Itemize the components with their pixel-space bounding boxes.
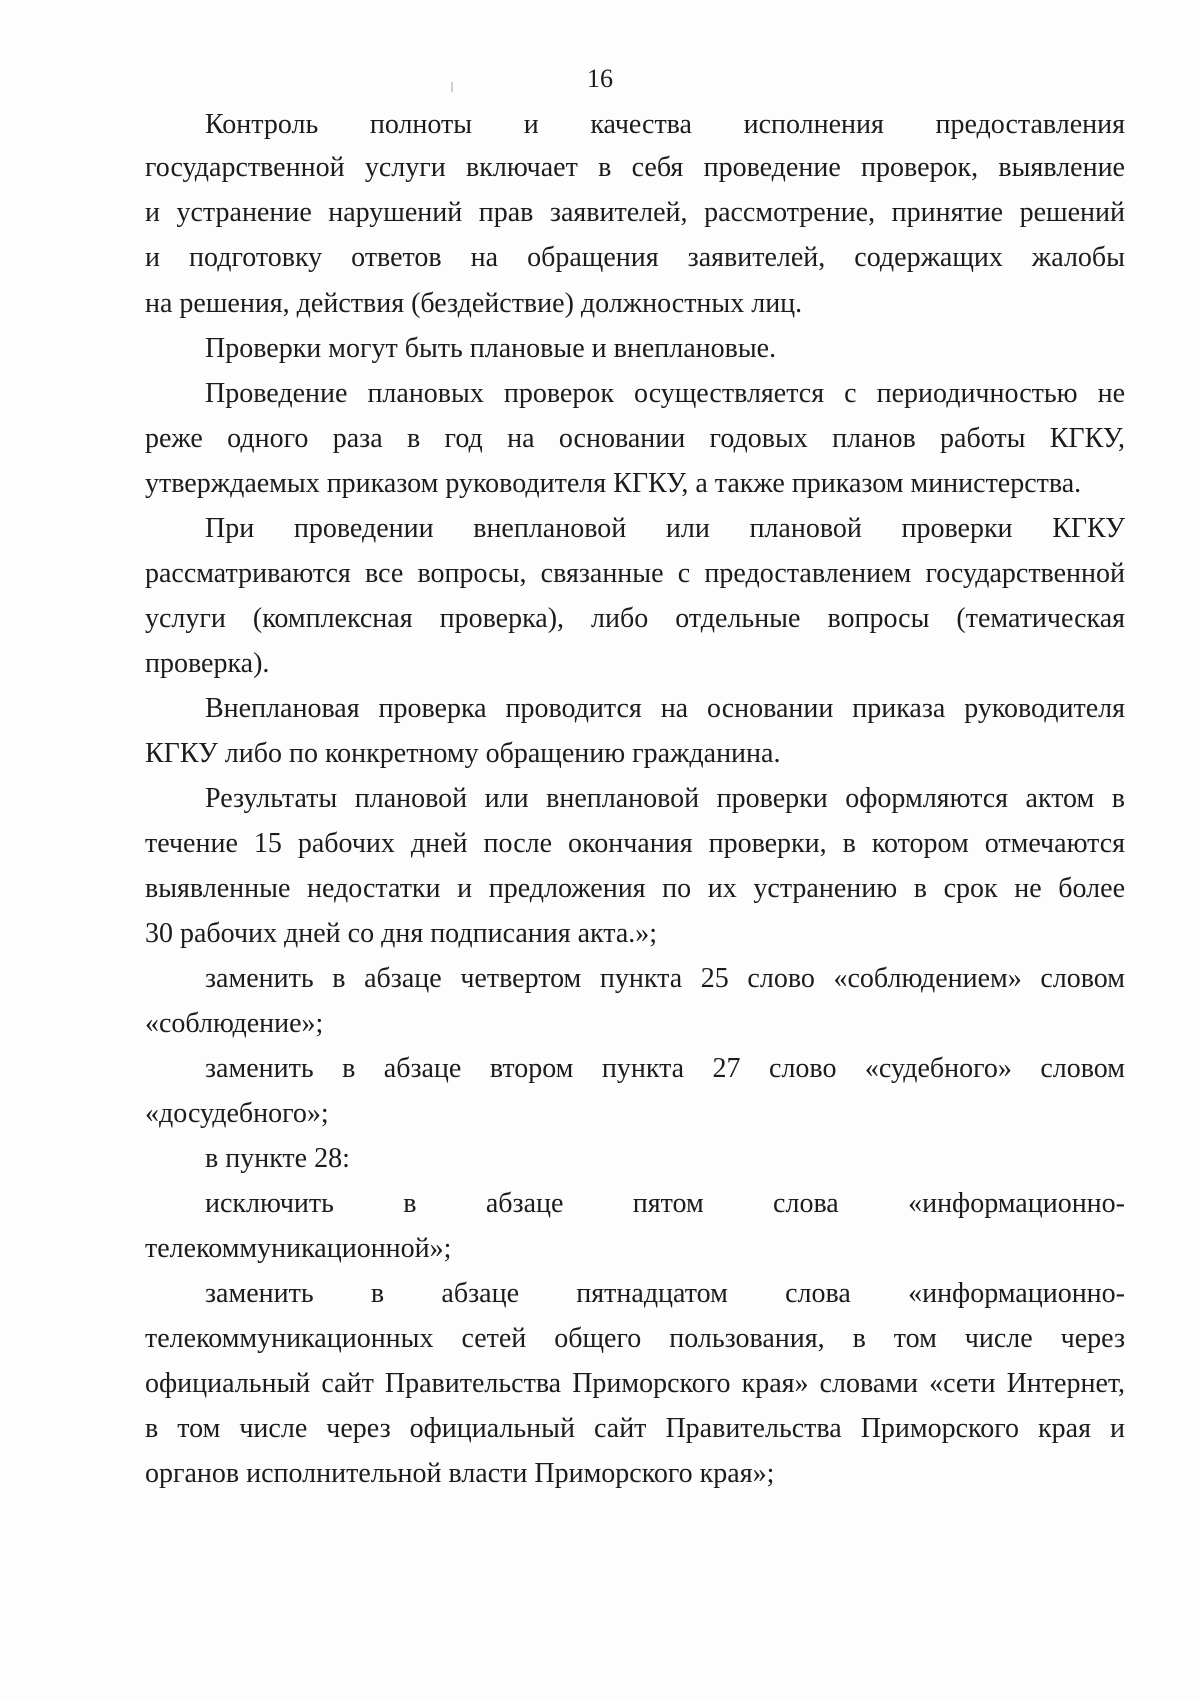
paragraph-line: заменить в абзаце четвертом пункта 25 слово «соблюдением» словом [205,963,1125,994]
paragraph-line: Контроль полноты и качества исполнения предоставления [205,109,1125,140]
paragraph-line: КГКУ либо по конкретному обращению гражданина. [145,738,781,769]
paragraph-line: проверка). [145,648,270,679]
paragraph-line: «соблюдение»; [145,1008,324,1039]
paragraph-line: исключить в абзаце пятом слова «информационно- [205,1188,1125,1219]
paragraph-line: реже одного раза в год на основании годовых планов работы КГКУ, [145,423,1125,454]
paragraph-line: телекоммуникационных сетей общего пользования, в том числе через [145,1323,1125,1354]
paragraph-line: услуги (комплексная проверка), либо отдельные вопросы (тематическая [145,603,1125,634]
paragraph-line: заменить в абзаце пятнадцатом слова «информационно- [205,1278,1125,1309]
paragraph-line: в пункте 28: [205,1143,350,1174]
paragraph-line: органов исполнительной власти Приморского края»; [145,1458,775,1489]
paragraph-line: утверждаемых приказом руководителя КГКУ, а также приказом министерства. [145,468,1082,499]
paragraph-line: выявленные недостатки и предложения по их устранению в срок не более [145,873,1125,904]
paragraph-line: течение 15 рабочих дней после окончания проверки, в котором отмечаются [145,828,1125,859]
paragraph-line: заменить в абзаце втором пункта 27 слово «судебного» словом [205,1053,1125,1084]
paragraph-line: телекоммуникационной»; [145,1233,452,1264]
paragraph-line: и подготовку ответов на обращения заявителей, содержащих жалобы [145,242,1125,273]
paragraph-line: Проведение плановых проверок осуществляется с периодичностью не [205,378,1125,409]
paragraph-line: и устранение нарушений прав заявителей, рассмотрение, принятие решений [145,197,1125,228]
paragraph-line: государственной услуги включает в себя проведение проверок, выявление [145,152,1125,183]
paragraph-line: рассматриваются все вопросы, связанные с предоставлением государственной [145,558,1125,589]
paragraph-line: Внеплановая проверка проводится на основании приказа руководителя [205,693,1125,724]
paragraph-line: на решения, действия (бездействие) должностных лиц. [145,288,803,319]
paragraph-line: официальный сайт Правительства Приморского края» словами «сети Интернет, [145,1368,1125,1399]
paragraph-line: Проверки могут быть плановые и внеплановые. [205,333,777,364]
page-number: 16 [587,64,613,93]
paragraph-line: При проведении внеплановой или плановой проверки КГКУ [205,513,1125,544]
paragraph-line: Результаты плановой или внеплановой проверки оформляются актом в [205,783,1125,814]
paragraph-line: 30 рабочих дней со дня подписания акта.»; [145,918,658,949]
paragraph-line: в том числе через официальный сайт Правительства Приморского края и [145,1413,1125,1444]
paragraph-line: «досудебного»; [145,1098,329,1129]
